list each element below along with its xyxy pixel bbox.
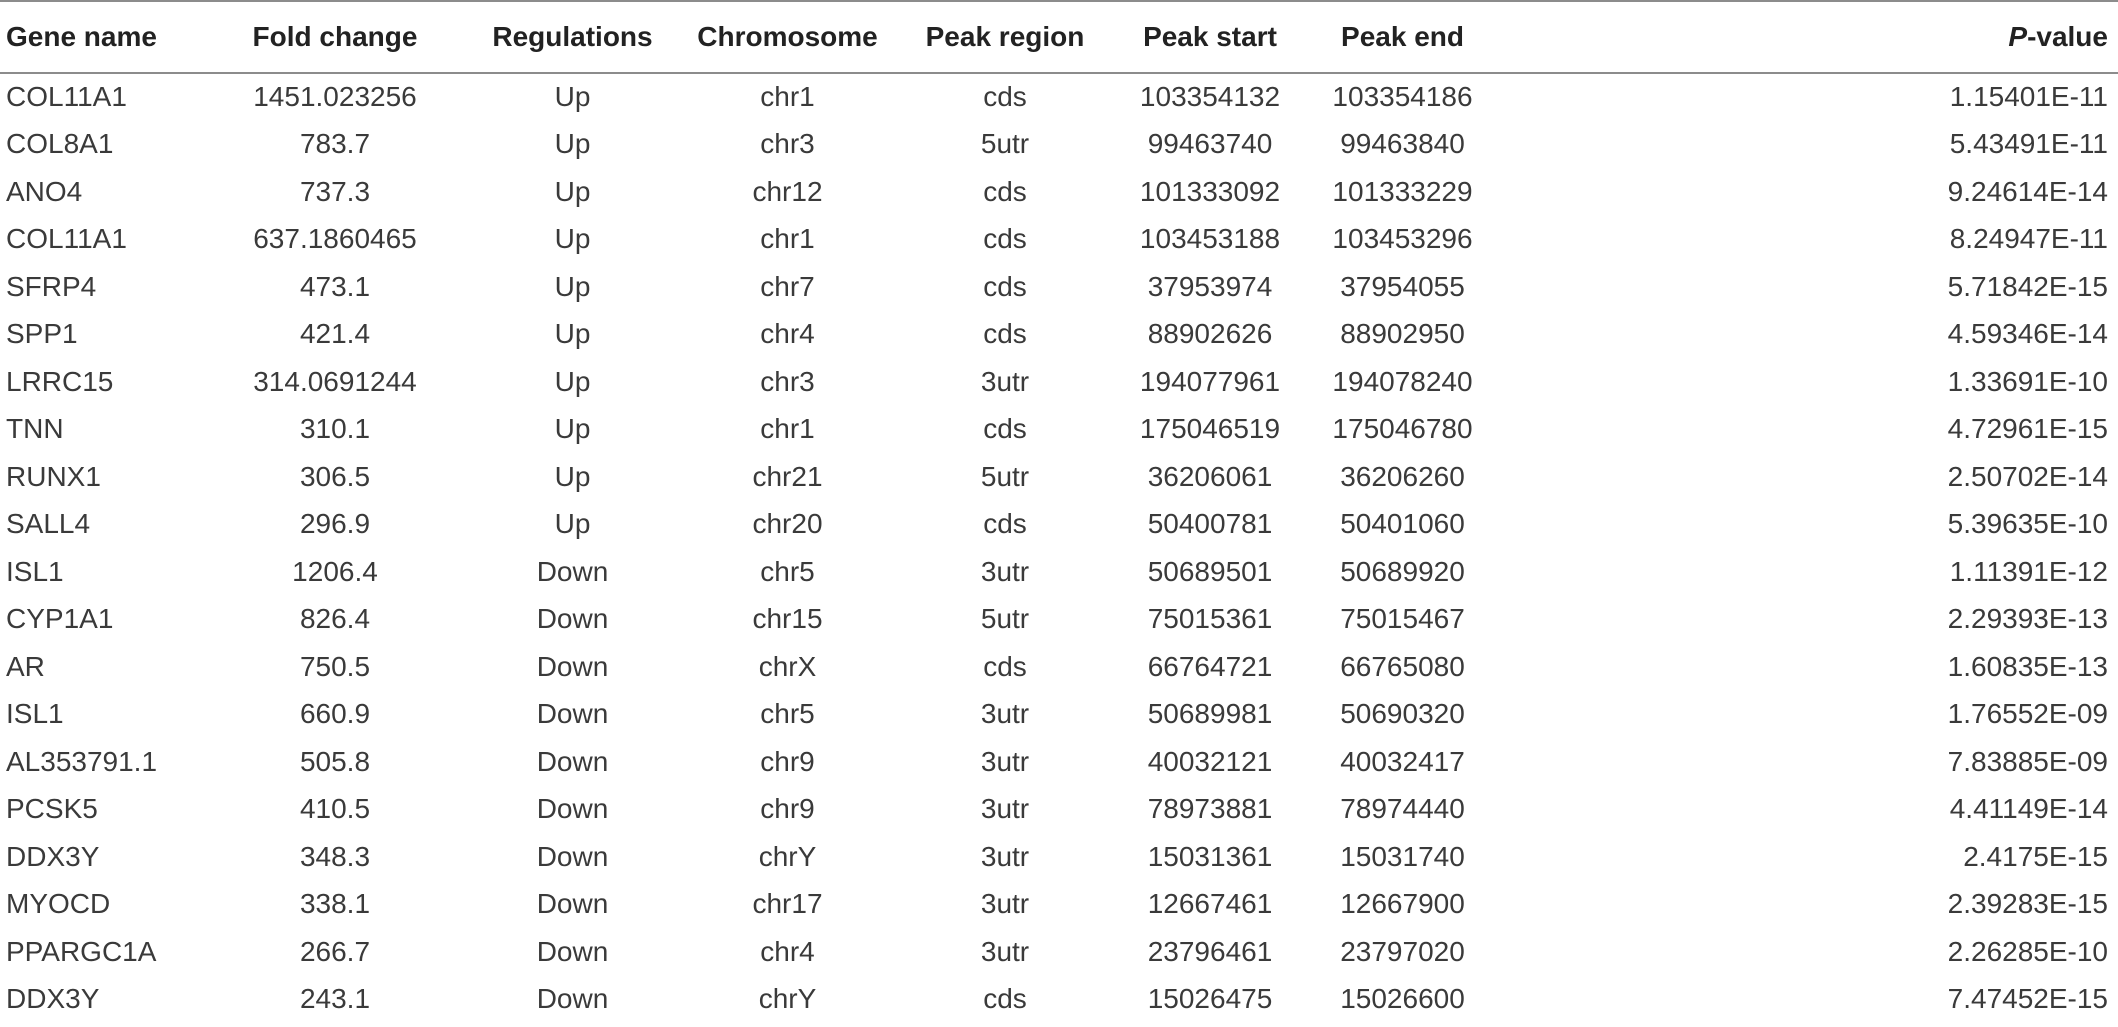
cell-peak-region: cds — [983, 175, 1027, 207]
cell-peak-end: 50401060 — [1340, 508, 1465, 540]
header-peak-end: Peak end — [1310, 1, 1495, 73]
cell-chromosome: chr17 — [752, 888, 823, 920]
cell-p-value: 2.29393E-13 — [1947, 603, 2108, 635]
cell-fold-change: 421.4 — [299, 318, 371, 350]
header-regulations: Regulations — [470, 1, 675, 73]
cell-peak-end: 75015467 — [1340, 603, 1465, 635]
cell-peak-region: cds — [983, 983, 1027, 1015]
cell-peak-region: cds — [983, 650, 1027, 682]
table-row — [0, 406, 2118, 454]
cell-fold-change: 310.1 — [299, 413, 371, 445]
cell-peak-end: 15031740 — [1340, 840, 1465, 872]
cell-peak-region: 3utr — [980, 793, 1030, 825]
cell-chromosome: chr1 — [760, 81, 815, 113]
cell-fold-change: 296.9 — [299, 508, 371, 540]
table-body — [0, 73, 2118, 1023]
cell-gene-name: PPARGC1A — [6, 935, 157, 967]
cell-chromosome: chr4 — [760, 318, 815, 350]
cell-regulation: Down — [536, 935, 609, 967]
cell-chromosome: chrY — [758, 840, 817, 872]
cell-fold-change: 473.1 — [299, 270, 371, 302]
cell-fold-change: 243.1 — [299, 983, 371, 1015]
cell-peak-start: 75015361 — [1147, 603, 1273, 635]
cell-fold-change: 338.1 — [299, 888, 371, 920]
cell-regulation: Up — [554, 270, 591, 302]
cell-gene-name: SFRP4 — [6, 270, 97, 302]
cell-p-value: 7.83885E-09 — [1947, 745, 2108, 777]
cell-gene-name: RUNX1 — [6, 460, 101, 492]
cell-regulation: Down — [536, 698, 609, 730]
cell-peak-region: cds — [983, 270, 1027, 302]
cell-regulation: Up — [554, 508, 591, 540]
cell-regulation: Down — [536, 745, 609, 777]
cell-peak-start: 88902626 — [1147, 318, 1273, 350]
cell-regulation: Down — [536, 603, 609, 635]
cell-peak-region: 3utr — [980, 935, 1030, 967]
table-row — [0, 263, 2118, 311]
cell-fold-change: 826.4 — [299, 603, 371, 635]
cell-fold-change: 737.3 — [299, 175, 371, 207]
cell-peak-start: 78973881 — [1147, 793, 1273, 825]
cell-gene-name: COL11A1 — [6, 223, 127, 255]
cell-fold-change: 266.7 — [299, 935, 371, 967]
header-row — [0, 1, 2118, 73]
cell-gene-name: DDX3Y — [6, 983, 100, 1015]
cell-regulation: Down — [536, 650, 609, 682]
cell-gene-name: COL8A1 — [6, 128, 114, 160]
cell-peak-region: 5utr — [980, 128, 1030, 160]
cell-gene-name: SALL4 — [6, 508, 91, 540]
cell-peak-start: 37953974 — [1147, 270, 1273, 302]
cell-peak-region: 5utr — [980, 603, 1030, 635]
table-row — [0, 928, 2118, 976]
cell-fold-change: 660.9 — [299, 698, 371, 730]
cell-p-value: 1.60835E-13 — [1947, 650, 2108, 682]
cell-p-value: 2.39283E-15 — [1947, 888, 2108, 920]
cell-peak-start: 12667461 — [1147, 888, 1273, 920]
cell-chromosome: chrY — [758, 983, 817, 1015]
cell-regulation: Down — [536, 983, 609, 1015]
cell-regulation: Up — [554, 175, 591, 207]
cell-peak-end: 37954055 — [1340, 270, 1465, 302]
cell-chromosome: chr5 — [760, 698, 815, 730]
cell-peak-region: cds — [983, 223, 1027, 255]
cell-regulation: Down — [536, 555, 609, 587]
cell-gene-name: SPP1 — [6, 318, 78, 350]
cell-p-value: 8.24947E-11 — [1949, 223, 2108, 255]
cell-chromosome: chr5 — [760, 555, 815, 587]
cell-peak-end: 23797020 — [1340, 935, 1465, 967]
cell-peak-region: 5utr — [980, 460, 1030, 492]
cell-gene-name: COL11A1 — [6, 81, 127, 113]
cell-peak-start: 175046519 — [1139, 413, 1281, 445]
cell-peak-end: 88902950 — [1340, 318, 1465, 350]
cell-peak-end: 194078240 — [1332, 365, 1473, 397]
cell-chromosome: chr1 — [760, 413, 815, 445]
header-peak-start: Peak start — [1110, 1, 1310, 73]
table-row — [0, 738, 2118, 786]
header-gene-name: Gene name — [0, 1, 200, 73]
cell-peak-start: 103354132 — [1139, 81, 1281, 113]
cell-peak-region: 3utr — [980, 888, 1030, 920]
table-row — [0, 833, 2118, 881]
table-row — [0, 976, 2118, 1024]
cell-gene-name: ISL1 — [6, 698, 64, 730]
cell-peak-region: 3utr — [980, 745, 1030, 777]
cell-fold-change: 348.3 — [299, 840, 371, 872]
table-row — [0, 643, 2118, 691]
cell-peak-region: cds — [983, 508, 1027, 540]
cell-peak-start: 15026475 — [1147, 983, 1273, 1015]
header-p-value-italic: P — [2008, 21, 2028, 52]
header-fold-change: Fold change — [200, 1, 470, 73]
cell-peak-end: 103354186 — [1332, 81, 1473, 113]
cell-chromosome: chr7 — [760, 270, 815, 302]
cell-fold-change: 314.0691244 — [253, 365, 417, 397]
cell-peak-region: cds — [983, 413, 1027, 445]
cell-peak-region: cds — [983, 318, 1027, 350]
cell-p-value: 2.50702E-14 — [1947, 460, 2108, 492]
cell-p-value: 2.4175E-15 — [1963, 840, 2108, 872]
cell-regulation: Up — [554, 128, 591, 160]
cell-peak-start: 103453188 — [1139, 223, 1281, 255]
table-row — [0, 73, 2118, 121]
cell-regulation: Up — [554, 413, 591, 445]
cell-gene-name: AR — [6, 650, 45, 682]
cell-peak-end: 103453296 — [1332, 223, 1473, 255]
table-row — [0, 453, 2118, 501]
cell-p-value: 4.59346E-14 — [1947, 318, 2108, 350]
cell-gene-name: ANO4 — [6, 175, 83, 207]
cell-chromosome: chr20 — [752, 508, 823, 540]
cell-peak-region: 3utr — [980, 698, 1030, 730]
cell-gene-name: AL353791.1 — [6, 745, 158, 777]
cell-gene-name: TNN — [6, 413, 64, 445]
table-row — [0, 358, 2118, 406]
header-chromosome: Chromosome — [675, 1, 900, 73]
cell-peak-end: 15026600 — [1340, 983, 1465, 1015]
table-row — [0, 691, 2118, 739]
cell-regulation: Up — [554, 81, 591, 113]
table-row — [0, 548, 2118, 596]
cell-peak-start: 50689981 — [1147, 698, 1273, 730]
cell-peak-start: 50400781 — [1147, 508, 1273, 540]
cell-regulation: Down — [536, 840, 609, 872]
cell-peak-region: cds — [983, 81, 1027, 113]
cell-regulation: Up — [554, 365, 591, 397]
cell-fold-change: 750.5 — [299, 650, 371, 682]
table-row — [0, 501, 2118, 549]
cell-gene-name: CYP1A1 — [6, 603, 114, 635]
cell-gene-name: PCSK5 — [6, 793, 98, 825]
cell-peak-region: 3utr — [980, 365, 1030, 397]
header-p-value — [1495, 1, 2118, 73]
cell-p-value: 1.15401E-11 — [1949, 81, 2108, 113]
table-row — [0, 311, 2118, 359]
cell-peak-region: 3utr — [980, 555, 1030, 587]
cell-peak-end: 175046780 — [1332, 413, 1473, 445]
cell-chromosome: chr9 — [760, 793, 815, 825]
cell-chromosome: chr3 — [760, 365, 815, 397]
cell-peak-start: 40032121 — [1147, 745, 1273, 777]
cell-gene-name: ISL1 — [6, 555, 64, 587]
cell-chromosome: chr21 — [752, 460, 823, 492]
cell-regulation: Up — [554, 223, 591, 255]
cell-p-value: 4.72961E-15 — [1947, 413, 2108, 445]
cell-peak-start: 66764721 — [1147, 650, 1273, 682]
cell-gene-name: LRRC15 — [6, 365, 114, 397]
cell-peak-end: 66765080 — [1340, 650, 1465, 682]
cell-p-value: 4.41149E-14 — [1949, 793, 2108, 825]
header-peak-region: Peak region — [900, 1, 1110, 73]
cell-peak-end: 78974440 — [1340, 793, 1465, 825]
cell-chromosome: chr3 — [760, 128, 815, 160]
table-row — [0, 596, 2118, 644]
table-row — [0, 168, 2118, 216]
cell-peak-end: 101333229 — [1332, 175, 1473, 207]
cell-regulation: Down — [536, 793, 609, 825]
cell-fold-change: 1451.023256 — [253, 81, 417, 113]
cell-p-value: 1.11391E-12 — [1949, 555, 2108, 587]
cell-peak-start: 36206061 — [1147, 460, 1273, 492]
cell-p-value: 9.24614E-14 — [1947, 175, 2108, 207]
cell-peak-region: 3utr — [980, 840, 1030, 872]
cell-peak-end: 40032417 — [1340, 745, 1465, 777]
cell-fold-change: 637.1860465 — [253, 223, 417, 255]
header-p-value-suffix: -value — [2027, 21, 2108, 52]
cell-peak-end: 12667900 — [1340, 888, 1465, 920]
cell-fold-change: 783.7 — [299, 128, 371, 160]
cell-p-value: 5.43491E-11 — [1949, 128, 2108, 160]
cell-peak-end: 50690320 — [1340, 698, 1465, 730]
cell-gene-name: MYOCD — [6, 888, 111, 920]
cell-peak-start: 194077961 — [1139, 365, 1281, 397]
table-row — [0, 121, 2118, 169]
cell-peak-start: 15031361 — [1147, 840, 1273, 872]
cell-chromosome: chr4 — [760, 935, 815, 967]
cell-peak-end: 99463840 — [1340, 128, 1465, 160]
cell-chromosome: chr15 — [752, 603, 823, 635]
table-row — [0, 216, 2118, 264]
cell-peak-end: 36206260 — [1340, 460, 1465, 492]
cell-regulation: Up — [554, 318, 591, 350]
cell-peak-start: 101333092 — [1139, 175, 1281, 207]
cell-p-value: 2.26285E-10 — [1947, 935, 2108, 967]
cell-peak-end: 50689920 — [1340, 555, 1465, 587]
cell-chromosome: chrX — [758, 650, 817, 682]
table-row — [0, 881, 2118, 929]
cell-p-value: 1.76552E-09 — [1947, 698, 2108, 730]
cell-gene-name: DDX3Y — [6, 840, 100, 872]
cell-p-value: 5.39635E-10 — [1947, 508, 2108, 540]
cell-fold-change: 505.8 — [299, 745, 371, 777]
cell-p-value: 5.71842E-15 — [1947, 270, 2108, 302]
cell-peak-start: 50689501 — [1147, 555, 1273, 587]
cell-p-value: 7.47452E-15 — [1947, 983, 2108, 1015]
cell-chromosome: chr12 — [752, 175, 823, 207]
cell-p-value: 1.33691E-10 — [1947, 365, 2108, 397]
cell-fold-change: 410.5 — [299, 793, 371, 825]
cell-fold-change: 306.5 — [299, 460, 371, 492]
cell-fold-change: 1206.4 — [292, 555, 378, 587]
cell-peak-start: 99463740 — [1147, 128, 1273, 160]
cell-regulation: Up — [554, 460, 591, 492]
cell-chromosome: chr1 — [760, 223, 815, 255]
cell-peak-start: 23796461 — [1147, 935, 1273, 967]
cell-chromosome: chr9 — [760, 745, 815, 777]
cell-regulation: Down — [536, 888, 609, 920]
table-row — [0, 786, 2118, 834]
